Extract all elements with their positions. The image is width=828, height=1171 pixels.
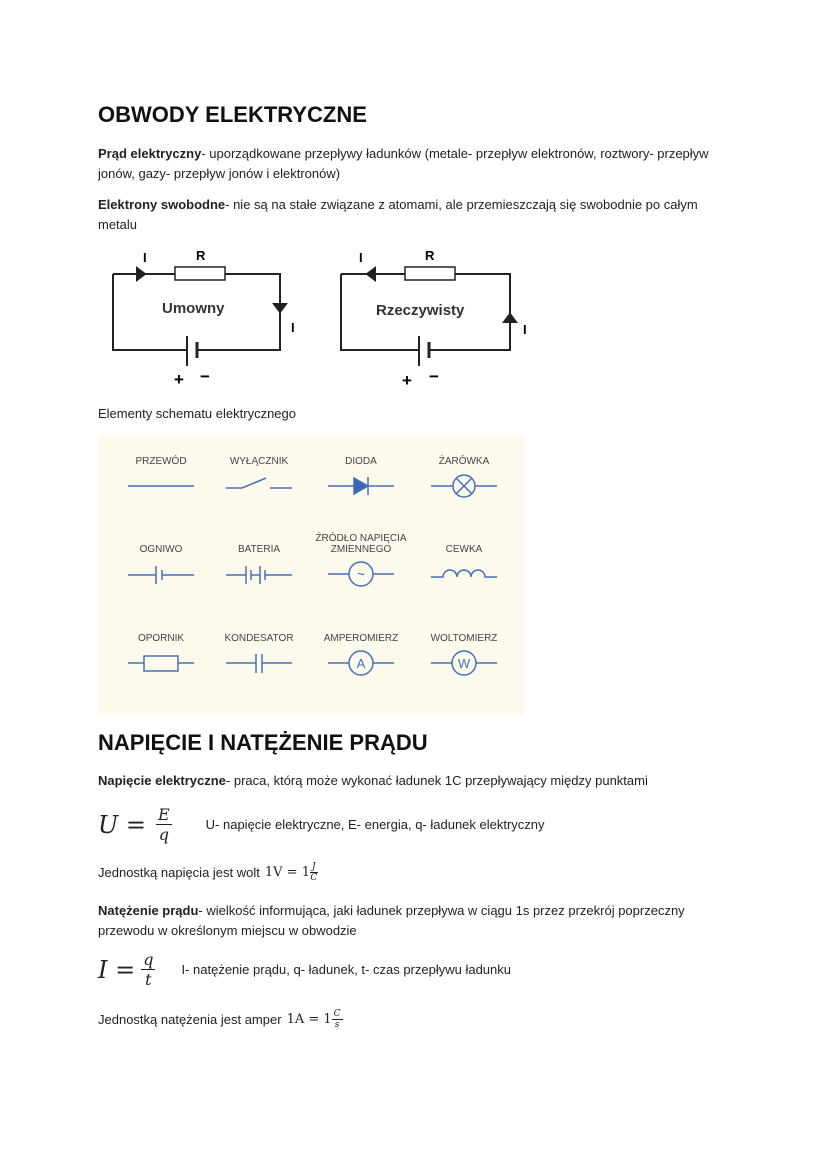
circuit-diagrams	[95, 240, 535, 390]
symbol-resistor	[108, 620, 214, 676]
equation-lhs: U =	[98, 810, 146, 839]
term: Natężenie prądu	[98, 903, 199, 918]
paragraph-current-intensity	[98, 901, 738, 941]
definition: - praca, którą może wykonać ładunek 1C przepływający między punktami	[225, 773, 648, 788]
unit-equation: 1V = 1	[264, 865, 310, 880]
symbol-cell	[108, 531, 214, 587]
battery-icon	[224, 561, 294, 587]
symbol-wire	[108, 443, 214, 499]
section-title: OBWODY ELEKTRYCZNE	[98, 102, 367, 127]
voltmeter-icon	[429, 650, 499, 676]
symbol-label: ŻARÓWKA	[438, 456, 490, 467]
coil-icon	[429, 561, 499, 587]
symbol-label: ŹRÓDŁO NAPIĘCIA ZMIENNEGO	[315, 533, 407, 555]
unit-equation: 1A = 1	[286, 1012, 332, 1027]
circuit-name: Umowny	[162, 300, 225, 317]
current-label: I	[291, 320, 295, 335]
symbol-chart	[98, 435, 524, 715]
symbol-label: DIODA	[345, 456, 377, 467]
elements-caption: Elementy schematu elektrycznego	[98, 406, 296, 421]
fraction	[141, 950, 155, 989]
symbol-label: AMPEROMIERZ	[323, 633, 399, 644]
current-label: I	[143, 250, 147, 265]
symbol-label: WOLTOMIERZ	[430, 633, 498, 644]
capacitor-icon	[224, 650, 294, 676]
symbol-bulb	[411, 443, 517, 499]
equation-description: I- natężenie prądu, q- ładunek, t- czas przepływu ładunku	[181, 962, 511, 977]
resistor-label: R	[196, 248, 206, 263]
symbol-label: PRZEWÓD	[135, 456, 187, 467]
cell-icon	[126, 561, 196, 587]
current-label: I	[359, 250, 363, 265]
symbol-switch	[206, 443, 312, 499]
ac-source-icon	[326, 561, 396, 587]
paragraph-voltage	[98, 771, 738, 791]
fraction	[156, 805, 172, 844]
definition: - wielkość informująca, jaki ładunek przepływa w ciągu 1s przez przekrój poprzeczny przewodu w określonym miejscu w obwodzie	[98, 903, 685, 938]
unit-text: Jednostką natężenia jest amper	[98, 1012, 282, 1027]
symbol-voltmeter	[411, 620, 517, 676]
term: Elektrony swobodne	[98, 197, 226, 212]
fraction	[332, 1009, 343, 1030]
resistor-icon	[126, 650, 196, 676]
meter-letter: A	[356, 656, 366, 671]
definition: - uporządkowane przepływy ładunków (metale- przepływ elektronów, roztwory- przepływ jonów, gazy- przepływ jonów i elektronów)	[98, 146, 709, 181]
symbol-capacitor	[206, 620, 312, 676]
plus-sign: +	[402, 371, 412, 390]
ac-glyph: ~	[356, 566, 366, 582]
unit-voltage	[98, 862, 318, 883]
symbol-coil	[411, 531, 517, 587]
wire-icon	[126, 473, 196, 499]
symbol-label: CEWKA	[445, 544, 483, 555]
equation-voltage	[98, 805, 545, 844]
symbol-diode	[308, 443, 414, 499]
denominator: q	[158, 825, 169, 844]
diode-icon	[326, 473, 396, 499]
equation-current	[98, 950, 511, 989]
symbol-label: BATERIA	[237, 544, 281, 555]
unit-current	[98, 1009, 343, 1030]
resistor-label: R	[425, 248, 435, 263]
equation-description: U- napięcie elektryczne, E- energia, q- ładunek elektryczny	[205, 817, 545, 832]
numerator: q	[143, 950, 154, 969]
plus-sign: +	[174, 370, 184, 389]
denominator: s	[334, 1020, 340, 1030]
symbol-label: OGNIWO	[139, 544, 183, 555]
symbol-label: KONDESATOR	[224, 633, 294, 644]
numerator: E	[157, 805, 170, 824]
paragraph-free-electrons	[98, 195, 738, 235]
minus-sign: −	[429, 367, 439, 386]
bulb-icon	[429, 473, 499, 499]
symbol-label: OPORNIK	[137, 633, 185, 644]
meter-letter: W	[457, 656, 471, 671]
term: Prąd elektryczny	[98, 146, 202, 161]
symbol-ac-source	[308, 531, 414, 587]
symbol-label: WYŁĄCZNIK	[229, 456, 289, 467]
current-label: I	[523, 322, 527, 337]
symbol-battery	[206, 531, 312, 587]
numerator: J	[311, 862, 316, 872]
ammeter-icon	[326, 650, 396, 676]
symbol-ammeter	[308, 620, 414, 676]
numerator: C	[333, 1009, 341, 1019]
term: Napięcie elektryczne	[98, 773, 226, 788]
unit-text: Jednostką napięcia jest wolt	[98, 865, 260, 880]
paragraph-current	[98, 144, 738, 184]
denominator: t	[145, 970, 152, 989]
circuit-name: Rzeczywisty	[376, 302, 465, 319]
switch-icon	[224, 473, 294, 499]
definition: - nie są na stałe związane z atomami, ale przemieszczają się swobodnie po całym metalu	[98, 197, 698, 232]
equation-lhs: I =	[98, 955, 136, 984]
fraction	[310, 862, 318, 883]
section-title: NAPIĘCIE I NATĘŻENIE PRĄDU	[98, 730, 428, 755]
denominator: C	[310, 873, 318, 883]
minus-sign: −	[200, 367, 210, 386]
